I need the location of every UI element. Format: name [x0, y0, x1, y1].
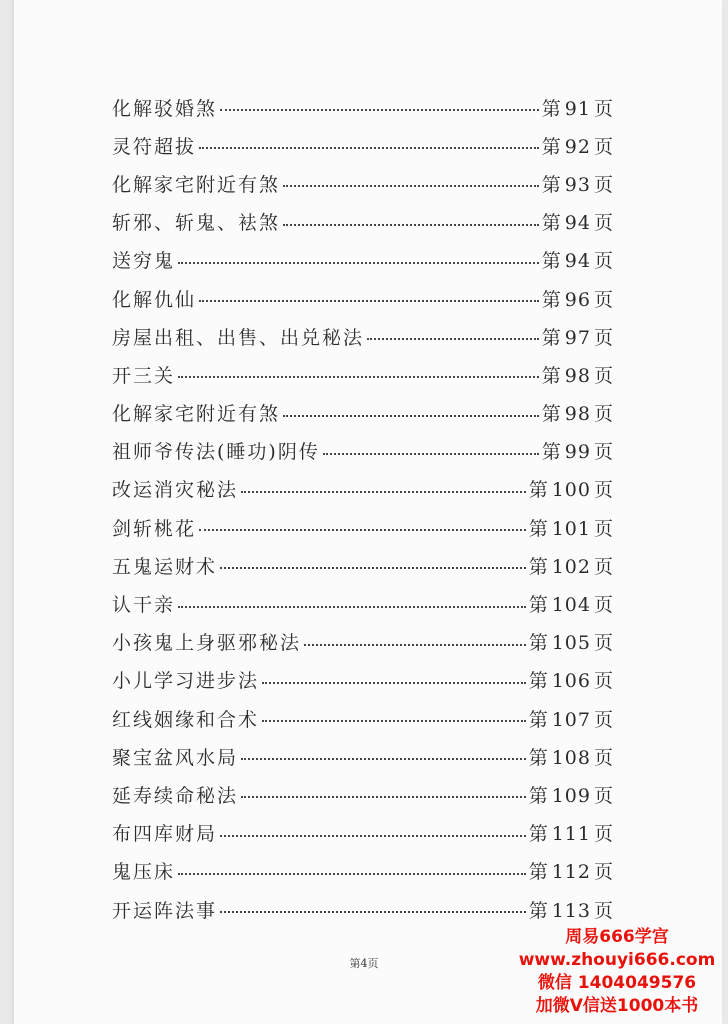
- toc-entry: [112, 394, 614, 432]
- toc-entry-page: [542, 323, 614, 350]
- page-prefix: 第: [528, 708, 549, 731]
- page-prefix: 第: [541, 403, 562, 426]
- page-prefix: 第: [528, 899, 549, 922]
- toc-entry-title: 开三关: [112, 364, 176, 387]
- page-prefix: 第: [528, 670, 549, 693]
- page-number: 93: [564, 173, 591, 196]
- toc-entry: [112, 584, 614, 622]
- page-suffix: 页: [593, 632, 614, 655]
- toc-entry: [112, 317, 614, 355]
- page-number: 92: [564, 135, 591, 158]
- page-prefix: 第: [541, 288, 562, 311]
- page-prefix: 第: [541, 97, 562, 120]
- page-prefix: 第: [528, 479, 549, 502]
- toc-entry-title: 五鬼运财术: [112, 555, 218, 578]
- toc-entry-page: [542, 132, 614, 159]
- dot-leader: [178, 376, 539, 378]
- page-number: 97: [564, 326, 591, 349]
- toc-entry-page: [529, 552, 614, 579]
- toc-entry-title: 房屋出租、出售、出兑秘法: [112, 326, 365, 349]
- toc-entry-title: 斩邪、斩鬼、袪煞: [112, 212, 281, 235]
- page-suffix: 页: [593, 746, 614, 769]
- dot-leader: [283, 185, 539, 187]
- dot-leader: [199, 300, 539, 302]
- page-suffix: 页: [593, 97, 614, 120]
- page-prefix: 第: [528, 784, 549, 807]
- dot-leader: [241, 758, 526, 760]
- toc-entry: [112, 661, 614, 699]
- page-prefix: 第: [528, 861, 549, 884]
- toc-entry: [112, 775, 614, 813]
- page-number: 106: [551, 670, 591, 693]
- page-number: 94: [564, 250, 591, 273]
- page-number: 100: [551, 479, 591, 502]
- page-prefix: 第: [528, 746, 549, 769]
- toc-entry-page: [542, 170, 614, 197]
- toc-entry: [112, 508, 614, 546]
- page-prefix: 第: [528, 517, 549, 540]
- page-prefix: 第: [528, 594, 549, 617]
- toc-entry-page: [542, 246, 614, 273]
- toc-entry: [112, 432, 614, 470]
- toc-entry-title: 祖师爷传法(睡功)阴传: [112, 441, 320, 464]
- page-suffix: 页: [593, 250, 614, 273]
- page-suffix: 页: [593, 441, 614, 464]
- watermark-line-4: 加微V信送1000本书: [535, 996, 699, 1016]
- toc-entry-title: 布四库财局: [112, 823, 218, 846]
- toc-entry: [112, 203, 614, 241]
- page-prefix: 第: [541, 326, 562, 349]
- toc-entry-page: [529, 628, 614, 655]
- toc-entry-title: 开运阵法事: [112, 899, 218, 922]
- page-suffix: 页: [593, 403, 614, 426]
- toc-entry-title: 化解仇仙: [112, 288, 197, 311]
- toc-entry-title: 化解家宅附近有煞: [112, 403, 281, 426]
- toc-entry: [112, 852, 614, 890]
- page-number: 96: [564, 288, 591, 311]
- dot-leader: [283, 415, 539, 417]
- page-suffix: 页: [593, 823, 614, 846]
- dot-leader: [262, 720, 526, 722]
- page-number: 109: [551, 784, 591, 807]
- page-number: 91: [564, 97, 591, 120]
- page-number: 108: [551, 746, 591, 769]
- page-prefix: 第: [541, 364, 562, 387]
- watermark: [512, 926, 722, 1018]
- toc-entry: [112, 164, 614, 202]
- dot-leader: [241, 491, 526, 493]
- page-suffix: 页: [593, 288, 614, 311]
- toc-entry: [112, 126, 614, 164]
- watermark-line-3: 微信 1404049576: [537, 973, 697, 993]
- toc-entry: [112, 737, 614, 775]
- page-suffix: 页: [593, 173, 614, 196]
- page-suffix: 页: [593, 517, 614, 540]
- toc-entry-page: [529, 857, 614, 884]
- page-suffix: 页: [593, 364, 614, 387]
- toc-entry-page: [529, 819, 614, 846]
- dot-leader: [220, 911, 526, 913]
- toc-entry-page: [542, 94, 614, 121]
- page-suffix: 页: [593, 899, 614, 922]
- toc-entry: [112, 355, 614, 393]
- page-suffix: 页: [593, 212, 614, 235]
- page-suffix: 页: [593, 555, 614, 578]
- dot-leader: [283, 224, 539, 226]
- page-number: 113: [551, 899, 591, 922]
- dot-leader: [323, 453, 539, 455]
- page-number: 105: [551, 632, 591, 655]
- toc-entry-title: 聚宝盆风水局: [112, 746, 239, 769]
- toc-entry-page: [529, 514, 614, 541]
- toc-entry-page: [529, 743, 614, 770]
- toc-entry-page: [542, 399, 614, 426]
- page-number: 94: [564, 212, 591, 235]
- dot-leader: [220, 835, 526, 837]
- page-number: 107: [551, 708, 591, 731]
- page-number: 102: [551, 555, 591, 578]
- toc-entry: [112, 814, 614, 852]
- toc-entry-title: 化解家宅附近有煞: [112, 173, 281, 196]
- page-suffix: 页: [593, 708, 614, 731]
- dot-leader: [178, 873, 526, 875]
- toc-entry: [112, 88, 614, 126]
- toc-entry: [112, 241, 614, 279]
- page-prefix: 第: [541, 250, 562, 273]
- page-footer-number: 第4页: [349, 957, 379, 970]
- page-number: 101: [551, 517, 591, 540]
- page-number: 98: [564, 364, 591, 387]
- toc-entry-title: 小孩鬼上身驱邪秘法: [112, 632, 302, 655]
- toc-entry-title: 认干亲: [112, 594, 176, 617]
- toc-entry-title: 红线姻缘和合术: [112, 708, 260, 731]
- page-suffix: 页: [593, 135, 614, 158]
- page-number: 104: [551, 594, 591, 617]
- page-suffix: 页: [593, 784, 614, 807]
- page-prefix: 第: [528, 555, 549, 578]
- toc-entry: [112, 279, 614, 317]
- toc-entry-page: [542, 361, 614, 388]
- dot-leader: [178, 262, 539, 264]
- dot-leader: [220, 567, 526, 569]
- page-prefix: 第: [541, 135, 562, 158]
- page-number: 111: [551, 823, 591, 846]
- watermark-line-1: 周易666学宫: [565, 927, 669, 947]
- page-number: 99: [564, 441, 591, 464]
- toc-entry-page: [542, 437, 614, 464]
- page-number: 98: [564, 403, 591, 426]
- toc-entry-page: [529, 590, 614, 617]
- toc-entry-title: 化解驳婚煞: [112, 97, 218, 120]
- toc-entry-title: 送穷鬼: [112, 250, 176, 273]
- toc-entry-page: [542, 285, 614, 312]
- toc-entry-page: [529, 705, 614, 732]
- page-prefix: 第: [528, 823, 549, 846]
- table-of-contents: [112, 88, 614, 928]
- page-suffix: 页: [593, 594, 614, 617]
- toc-entry-title: 鬼压床: [112, 861, 176, 884]
- toc-entry-page: [542, 208, 614, 235]
- toc-entry: [112, 699, 614, 737]
- toc-entry-page: [529, 475, 614, 502]
- page-suffix: 页: [593, 861, 614, 884]
- toc-entry: [112, 623, 614, 661]
- dot-leader: [262, 682, 526, 684]
- page-prefix: 第: [541, 212, 562, 235]
- page-prefix: 第: [528, 632, 549, 655]
- toc-entry-page: [529, 666, 614, 693]
- toc-entry-title: 延寿续命秘法: [112, 784, 239, 807]
- toc-entry-page: [529, 896, 614, 923]
- dot-leader: [199, 529, 526, 531]
- watermark-line-2: www.zhouyi666.com: [518, 950, 716, 970]
- toc-entry-title: 灵符超拔: [112, 135, 197, 158]
- dot-leader: [178, 606, 526, 608]
- toc-entry: [112, 470, 614, 508]
- toc-entry-title: 小儿学习进步法: [112, 670, 260, 693]
- dot-leader: [304, 644, 526, 646]
- toc-entry-page: [529, 781, 614, 808]
- page-suffix: 页: [593, 670, 614, 693]
- dot-leader: [199, 147, 539, 149]
- toc-entry-title: 剑斩桃花: [112, 517, 197, 540]
- toc-entry: [112, 546, 614, 584]
- page-prefix: 第: [541, 173, 562, 196]
- page-suffix: 页: [593, 479, 614, 502]
- page-suffix: 页: [593, 326, 614, 349]
- dot-leader: [367, 338, 539, 340]
- toc-entry: [112, 890, 614, 928]
- dot-leader: [241, 796, 526, 798]
- dot-leader: [220, 109, 539, 111]
- toc-entry-title: 改运消灾秘法: [112, 479, 239, 502]
- page-prefix: 第: [541, 441, 562, 464]
- page-number: 112: [551, 861, 591, 884]
